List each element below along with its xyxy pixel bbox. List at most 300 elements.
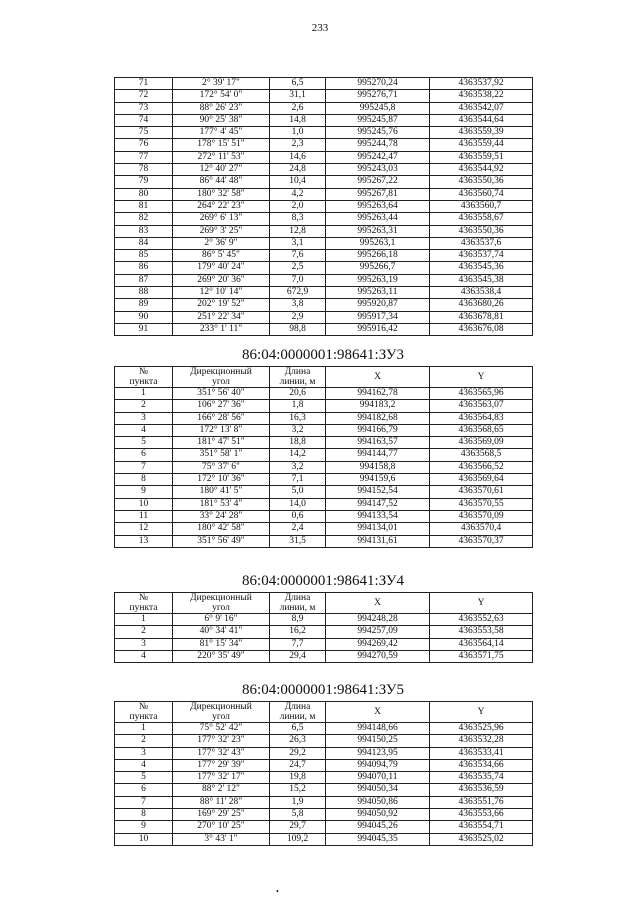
table-row [115, 287, 533, 299]
line-length-cell: 7,0 [270, 274, 326, 286]
table-row [115, 535, 533, 547]
point-number-cell: 84 [115, 237, 173, 249]
point-number-cell: 5 [115, 437, 173, 449]
y-coordinate-cell: 4363570,37 [430, 535, 533, 547]
table-row [115, 311, 533, 323]
direction-angle-cell: 33° 24' 28" [173, 510, 270, 522]
x-coordinate-cell: 995242,47 [326, 151, 430, 163]
direction-angle-cell: 40° 34' 41" [173, 626, 270, 638]
y-coordinate-cell: 4363563,07 [430, 400, 533, 412]
y-coordinate-cell: 4363532,28 [430, 735, 533, 747]
direction-angle-cell: 177° 32' 43" [173, 747, 270, 759]
table-header-row [115, 367, 533, 388]
y-coordinate-cell: 4363535,74 [430, 772, 533, 784]
point-number-cell: 3 [115, 412, 173, 424]
y-coordinate-cell: 4363566,52 [430, 461, 533, 473]
direction-angle-cell: 233° 1' 11" [173, 323, 270, 335]
x-coordinate-cell: 995245,8 [326, 102, 430, 114]
point-number-cell: 72 [115, 90, 173, 102]
coordinates-table-zu4 [114, 592, 533, 663]
line-length-cell: 6,5 [270, 78, 326, 90]
parcel-title-zu5: 86:04:0000001:98641:ЗУ5 [242, 682, 404, 698]
y-coordinate-cell: 4363544,92 [430, 164, 533, 176]
table-row [115, 759, 533, 771]
line-length-cell: 14,2 [270, 449, 326, 461]
y-coordinate-cell: 4363545,36 [430, 262, 533, 274]
point-number-cell: 9 [115, 821, 173, 833]
table-row [115, 638, 533, 650]
x-coordinate-header: X [326, 593, 430, 614]
direction-angle-cell: 180° 32' 58" [173, 188, 270, 200]
x-coordinate-cell: 994050,86 [326, 796, 430, 808]
y-coordinate-cell: 4363554,71 [430, 821, 533, 833]
point-number-cell: 1 [115, 614, 173, 626]
table-row [115, 139, 533, 151]
direction-angle-cell: 180° 41' 5" [173, 486, 270, 498]
y-coordinate-cell: 4363558,67 [430, 213, 533, 225]
y-coordinate-cell: 4363542,07 [430, 102, 533, 114]
x-coordinate-cell: 995267,81 [326, 188, 430, 200]
line-length-header: Длина линии, м [270, 702, 326, 723]
direction-angle-cell: 88° 11' 28" [173, 796, 270, 808]
line-length-cell: 7,1 [270, 474, 326, 486]
table-row [115, 102, 533, 114]
table-row [115, 176, 533, 188]
line-length-cell: 16,2 [270, 626, 326, 638]
y-coordinate-header: Y [430, 367, 533, 388]
table-header-row [115, 593, 533, 614]
y-coordinate-cell: 4363537,6 [430, 237, 533, 249]
y-coordinate-cell: 4363570,55 [430, 498, 533, 510]
line-length-cell: 14,8 [270, 114, 326, 126]
table-row [115, 498, 533, 510]
line-length-cell: 19,8 [270, 772, 326, 784]
direction-angle-cell: 351° 56' 49" [173, 535, 270, 547]
table-row [115, 127, 533, 139]
y-coordinate-cell: 4363570,09 [430, 510, 533, 522]
x-coordinate-cell: 995266,7 [326, 262, 430, 274]
table-row [115, 164, 533, 176]
line-length-cell: 8,3 [270, 213, 326, 225]
x-coordinate-header: X [326, 702, 430, 723]
direction-angle-cell: 351° 56' 40" [173, 388, 270, 400]
line-length-cell: 1,0 [270, 127, 326, 139]
y-coordinate-cell: 4363565,96 [430, 388, 533, 400]
point-number-cell: 3 [115, 638, 173, 650]
point-number-cell: 8 [115, 474, 173, 486]
table-row [115, 474, 533, 486]
direction-angle-cell: 81° 15' 34" [173, 638, 270, 650]
table-row [115, 486, 533, 498]
y-coordinate-cell: 4363560,7 [430, 200, 533, 212]
line-length-cell: 3,1 [270, 237, 326, 249]
y-coordinate-cell: 4363533,41 [430, 747, 533, 759]
table-row [115, 437, 533, 449]
y-coordinate-cell: 4363552,63 [430, 614, 533, 626]
point-number-header: № пункта [115, 702, 173, 723]
y-coordinate-cell: 4363570,61 [430, 486, 533, 498]
line-length-header: Длина линии, м [270, 593, 326, 614]
line-length-cell: 14,0 [270, 498, 326, 510]
x-coordinate-cell: 995263,1 [326, 237, 430, 249]
direction-angle-header: Дирекционный угол [173, 367, 270, 388]
line-length-cell: 10,4 [270, 176, 326, 188]
x-coordinate-cell: 994045,26 [326, 821, 430, 833]
coordinates-table-continued [114, 77, 533, 336]
point-number-cell: 6 [115, 449, 173, 461]
x-coordinate-cell: 994270,59 [326, 650, 430, 662]
x-coordinate-cell: 994269,42 [326, 638, 430, 650]
point-number-cell: 82 [115, 213, 173, 225]
footer-mark: • [276, 887, 279, 896]
table-row [115, 772, 533, 784]
point-number-header: № пункта [115, 593, 173, 614]
point-number-cell: 7 [115, 461, 173, 473]
direction-angle-cell: 351° 58' 1" [173, 449, 270, 461]
x-coordinate-cell: 995263,11 [326, 287, 430, 299]
line-length-cell: 2,0 [270, 200, 326, 212]
table-row [115, 299, 533, 311]
point-number-cell: 78 [115, 164, 173, 176]
direction-angle-cell: 88° 2' 12" [173, 784, 270, 796]
line-length-cell: 24,7 [270, 759, 326, 771]
x-coordinate-cell: 995263,19 [326, 274, 430, 286]
x-coordinate-cell: 994148,66 [326, 723, 430, 735]
x-coordinate-cell: 994123,95 [326, 747, 430, 759]
point-number-cell: 2 [115, 626, 173, 638]
line-length-cell: 0,6 [270, 510, 326, 522]
table-header-row [115, 702, 533, 723]
direction-angle-cell: 169° 29' 25" [173, 809, 270, 821]
y-coordinate-cell: 4363568,65 [430, 424, 533, 436]
table-row [115, 250, 533, 262]
x-coordinate-cell: 995243,03 [326, 164, 430, 176]
point-number-cell: 86 [115, 262, 173, 274]
line-length-cell: 2,9 [270, 311, 326, 323]
point-number-cell: 5 [115, 772, 173, 784]
y-coordinate-cell: 4363534,66 [430, 759, 533, 771]
direction-angle-cell: 220° 35' 49" [173, 650, 270, 662]
y-coordinate-cell: 4363545,38 [430, 274, 533, 286]
point-number-cell: 88 [115, 287, 173, 299]
direction-angle-cell: 2° 39' 17" [173, 78, 270, 90]
point-number-header: № пункта [115, 367, 173, 388]
table-row [115, 747, 533, 759]
line-length-cell: 1,8 [270, 400, 326, 412]
direction-angle-cell: 181° 53' 4" [173, 498, 270, 510]
y-coordinate-cell: 4363537,92 [430, 78, 533, 90]
point-number-cell: 1 [115, 723, 173, 735]
x-coordinate-cell: 994134,01 [326, 523, 430, 535]
direction-angle-cell: 106° 27' 36" [173, 400, 270, 412]
x-coordinate-cell: 995270,24 [326, 78, 430, 90]
x-coordinate-cell: 995245,76 [326, 127, 430, 139]
x-coordinate-cell: 995267,22 [326, 176, 430, 188]
y-coordinate-cell: 4363536,59 [430, 784, 533, 796]
point-number-cell: 2 [115, 735, 173, 747]
direction-angle-cell: 2° 36' 9" [173, 237, 270, 249]
line-length-cell: 5,8 [270, 809, 326, 821]
coordinates-table-zu5 [114, 701, 533, 846]
line-length-cell: 1,9 [270, 796, 326, 808]
point-number-cell: 73 [115, 102, 173, 114]
x-coordinate-cell: 994158,8 [326, 461, 430, 473]
direction-angle-cell: 269° 6' 13" [173, 213, 270, 225]
y-coordinate-cell: 4363569,64 [430, 474, 533, 486]
point-number-cell: 83 [115, 225, 173, 237]
point-number-cell: 71 [115, 78, 173, 90]
point-number-cell: 87 [115, 274, 173, 286]
point-number-cell: 75 [115, 127, 173, 139]
point-number-cell: 6 [115, 784, 173, 796]
point-number-cell: 10 [115, 833, 173, 845]
point-number-cell: 12 [115, 523, 173, 535]
table-row [115, 614, 533, 626]
x-coordinate-cell: 994070,11 [326, 772, 430, 784]
direction-angle-cell: 172° 13' 8" [173, 424, 270, 436]
table-row [115, 424, 533, 436]
point-number-cell: 2 [115, 400, 173, 412]
table-row [115, 388, 533, 400]
x-coordinate-cell: 995276,71 [326, 90, 430, 102]
table-row [115, 809, 533, 821]
point-number-cell: 91 [115, 323, 173, 335]
x-coordinate-cell: 994150,25 [326, 735, 430, 747]
direction-angle-cell: 172° 54' 0" [173, 90, 270, 102]
direction-angle-cell: 181° 47' 51" [173, 437, 270, 449]
table-row [115, 200, 533, 212]
line-length-cell: 24,8 [270, 164, 326, 176]
point-number-cell: 13 [115, 535, 173, 547]
table-row [115, 821, 533, 833]
direction-angle-cell: 269° 20' 36" [173, 274, 270, 286]
line-length-cell: 98,8 [270, 323, 326, 335]
x-coordinate-cell: 995263,31 [326, 225, 430, 237]
x-coordinate-cell: 995266,18 [326, 250, 430, 262]
y-coordinate-cell: 4363551,76 [430, 796, 533, 808]
point-number-cell: 77 [115, 151, 173, 163]
point-number-cell: 7 [115, 796, 173, 808]
y-coordinate-cell: 4363553,58 [430, 626, 533, 638]
x-coordinate-cell: 995263,64 [326, 200, 430, 212]
y-coordinate-cell: 4363537,74 [430, 250, 533, 262]
point-number-cell: 90 [115, 311, 173, 323]
x-coordinate-cell: 994166,79 [326, 424, 430, 436]
line-length-cell: 672,9 [270, 287, 326, 299]
x-coordinate-cell: 995916,42 [326, 323, 430, 335]
y-coordinate-cell: 4363676,08 [430, 323, 533, 335]
line-length-cell: 7,7 [270, 638, 326, 650]
line-length-cell: 29,7 [270, 821, 326, 833]
direction-angle-cell: 180° 42' 58" [173, 523, 270, 535]
line-length-cell: 31,1 [270, 90, 326, 102]
point-number-cell: 1 [115, 388, 173, 400]
table-row [115, 723, 533, 735]
direction-angle-cell: 166° 28' 56" [173, 412, 270, 424]
y-coordinate-cell: 4363570,4 [430, 523, 533, 535]
x-coordinate-cell: 994147,52 [326, 498, 430, 510]
direction-angle-header: Дирекционный угол [173, 702, 270, 723]
table-row [115, 523, 533, 535]
point-number-cell: 10 [115, 498, 173, 510]
point-number-cell: 4 [115, 759, 173, 771]
point-number-cell: 76 [115, 139, 173, 151]
table-row [115, 400, 533, 412]
x-coordinate-cell: 994159,6 [326, 474, 430, 486]
line-length-cell: 15,2 [270, 784, 326, 796]
y-coordinate-cell: 4363559,51 [430, 151, 533, 163]
point-number-cell: 3 [115, 747, 173, 759]
direction-angle-cell: 272° 11' 53" [173, 151, 270, 163]
line-length-cell: 16,3 [270, 412, 326, 424]
table-row [115, 188, 533, 200]
line-length-cell: 7,6 [270, 250, 326, 262]
table-row [115, 650, 533, 662]
direction-angle-cell: 264° 22' 23" [173, 200, 270, 212]
y-coordinate-cell: 4363525,96 [430, 723, 533, 735]
direction-angle-cell: 86° 44' 48" [173, 176, 270, 188]
table-row [115, 735, 533, 747]
x-coordinate-header: X [326, 367, 430, 388]
line-length-cell: 29,4 [270, 650, 326, 662]
x-coordinate-cell: 994131,61 [326, 535, 430, 547]
line-length-cell: 29,2 [270, 747, 326, 759]
y-coordinate-cell: 4363550,36 [430, 176, 533, 188]
line-length-cell: 2,4 [270, 523, 326, 535]
x-coordinate-cell: 995244,78 [326, 139, 430, 151]
direction-angle-cell: 75° 52' 42" [173, 723, 270, 735]
table-row [115, 833, 533, 845]
y-coordinate-cell: 4363538,22 [430, 90, 533, 102]
direction-angle-cell: 90° 25' 38" [173, 114, 270, 126]
x-coordinate-cell: 995263,44 [326, 213, 430, 225]
direction-angle-cell: 12° 10' 14" [173, 287, 270, 299]
direction-angle-cell: 269° 3' 25" [173, 225, 270, 237]
point-number-cell: 8 [115, 809, 173, 821]
direction-angle-cell: 251° 22' 34" [173, 311, 270, 323]
y-coordinate-cell: 4363568,5 [430, 449, 533, 461]
point-number-cell: 89 [115, 299, 173, 311]
direction-angle-cell: 86° 5' 45" [173, 250, 270, 262]
direction-angle-cell: 172° 10' 36" [173, 474, 270, 486]
line-length-cell: 3,2 [270, 461, 326, 473]
direction-angle-cell: 177° 32' 17" [173, 772, 270, 784]
x-coordinate-cell: 994144,77 [326, 449, 430, 461]
x-coordinate-cell: 995920,87 [326, 299, 430, 311]
direction-angle-cell: 270° 10' 25" [173, 821, 270, 833]
table-row [115, 262, 533, 274]
y-coordinate-header: Y [430, 593, 533, 614]
table-row [115, 461, 533, 473]
y-coordinate-cell: 4363680,26 [430, 299, 533, 311]
x-coordinate-cell: 995917,34 [326, 311, 430, 323]
x-coordinate-cell: 994045,35 [326, 833, 430, 845]
direction-angle-cell: 6° 9' 16" [173, 614, 270, 626]
line-length-cell: 4,2 [270, 188, 326, 200]
table-row [115, 412, 533, 424]
line-length-cell: 3,8 [270, 299, 326, 311]
line-length-cell: 12,8 [270, 225, 326, 237]
y-coordinate-cell: 4363571,75 [430, 650, 533, 662]
x-coordinate-cell: 994248,28 [326, 614, 430, 626]
table-row [115, 151, 533, 163]
table-row [115, 449, 533, 461]
x-coordinate-cell: 995245,87 [326, 114, 430, 126]
table-row [115, 510, 533, 522]
table-row [115, 90, 533, 102]
table-row [115, 274, 533, 286]
x-coordinate-cell: 994163,57 [326, 437, 430, 449]
table-row [115, 78, 533, 90]
line-length-cell: 6,5 [270, 723, 326, 735]
table-row [115, 323, 533, 335]
point-number-cell: 81 [115, 200, 173, 212]
direction-angle-cell: 3° 43' 1" [173, 833, 270, 845]
x-coordinate-cell: 994152,54 [326, 486, 430, 498]
line-length-cell: 26,3 [270, 735, 326, 747]
x-coordinate-cell: 994094,79 [326, 759, 430, 771]
direction-angle-cell: 179° 40' 24" [173, 262, 270, 274]
table-row [115, 114, 533, 126]
page-number: 233 [311, 22, 329, 34]
y-coordinate-cell: 4363569,09 [430, 437, 533, 449]
direction-angle-cell: 178° 15' 51" [173, 139, 270, 151]
y-coordinate-cell: 4363560,74 [430, 188, 533, 200]
table-row [115, 225, 533, 237]
y-coordinate-cell: 4363553,66 [430, 809, 533, 821]
table-row [115, 626, 533, 638]
line-length-cell: 31,5 [270, 535, 326, 547]
point-number-cell: 4 [115, 650, 173, 662]
x-coordinate-cell: 994183,2 [326, 400, 430, 412]
y-coordinate-cell: 4363564,83 [430, 412, 533, 424]
line-length-header: Длина линии, м [270, 367, 326, 388]
coordinates-table-zu3 [114, 366, 533, 548]
direction-angle-cell: 12° 40' 27" [173, 164, 270, 176]
line-length-cell: 8,9 [270, 614, 326, 626]
direction-angle-cell: 177° 4' 45" [173, 127, 270, 139]
x-coordinate-cell: 994050,34 [326, 784, 430, 796]
table-row [115, 796, 533, 808]
y-coordinate-cell: 4363544,64 [430, 114, 533, 126]
point-number-cell: 80 [115, 188, 173, 200]
table-row [115, 237, 533, 249]
direction-angle-cell: 88° 26' 23" [173, 102, 270, 114]
point-number-cell: 4 [115, 424, 173, 436]
point-number-cell: 11 [115, 510, 173, 522]
table-row [115, 213, 533, 225]
y-coordinate-cell: 4363538,4 [430, 287, 533, 299]
y-coordinate-cell: 4363559,44 [430, 139, 533, 151]
point-number-cell: 74 [115, 114, 173, 126]
y-coordinate-cell: 4363564,14 [430, 638, 533, 650]
line-length-cell: 3,2 [270, 424, 326, 436]
table-row [115, 784, 533, 796]
line-length-cell: 2,5 [270, 262, 326, 274]
point-number-cell: 9 [115, 486, 173, 498]
x-coordinate-cell: 994162,78 [326, 388, 430, 400]
line-length-cell: 5,0 [270, 486, 326, 498]
direction-angle-cell: 177° 32' 23" [173, 735, 270, 747]
y-coordinate-cell: 4363559,39 [430, 127, 533, 139]
y-coordinate-cell: 4363525,02 [430, 833, 533, 845]
point-number-cell: 85 [115, 250, 173, 262]
x-coordinate-cell: 994182,68 [326, 412, 430, 424]
x-coordinate-cell: 994050,92 [326, 809, 430, 821]
parcel-title-zu3: 86:04:0000001:98641:ЗУ3 [242, 347, 404, 363]
y-coordinate-cell: 4363550,36 [430, 225, 533, 237]
line-length-cell: 18,8 [270, 437, 326, 449]
